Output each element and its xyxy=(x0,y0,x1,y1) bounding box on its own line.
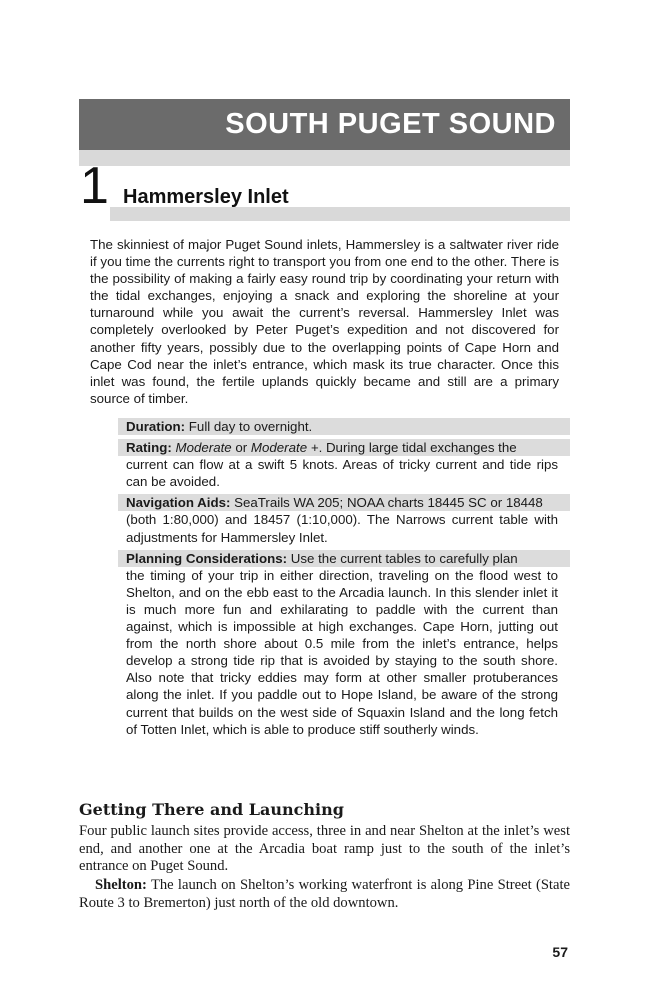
planning-label: Planning Considerations: xyxy=(126,550,288,566)
getting-there-paragraph: Four public launch sites provide access, three in and near Shelton at the inlet’s west end, and another one at the Arcadia boat ramp just to the south of the inlet’s entrance on Puget Sound. xyxy=(79,823,570,875)
info-rating xyxy=(126,439,558,490)
info-planning xyxy=(126,550,558,738)
chapter-number: 1 xyxy=(80,157,109,215)
shelton-text: The launch on Shelton’s working waterfront is along Pine Street (State Route 3 to Bremerton) just north of the old downtown. xyxy=(79,877,570,911)
trip-info-list xyxy=(126,418,558,742)
section-header-bar xyxy=(79,99,570,150)
duration-text: Full day to overnight. xyxy=(188,419,313,434)
getting-there-heading: Getting There and Launching xyxy=(79,800,344,819)
rating-label: Rating: xyxy=(126,440,172,456)
navigation-text-first: SeaTrails WA 205; NOAA charts 18445 SC or 18448 xyxy=(234,495,543,511)
info-navigation xyxy=(126,494,558,545)
rating-moderate-plus: Moderate + xyxy=(250,440,319,456)
chapter-title: Hammersley Inlet xyxy=(123,186,289,208)
rating-text-first: . During large tidal exchanges the xyxy=(318,440,517,456)
navigation-label: Navigation Aids: xyxy=(126,495,231,511)
duration-label: Duration: xyxy=(126,419,186,434)
rating-or: or xyxy=(235,440,248,456)
info-duration xyxy=(126,418,558,435)
planning-text-first: Use the current tables to carefully plan xyxy=(290,550,518,566)
rating-text-rest: current can flow at a swift 5 knots. Areas of tricky current and tide rips can be avoided. xyxy=(126,457,558,490)
page-number: 57 xyxy=(552,944,568,960)
rating-moderate: Moderate xyxy=(175,440,232,456)
section-title: SOUTH PUGET SOUND xyxy=(225,108,556,140)
navigation-text-rest: (both 1:80,000) and 18457 (1:10,000). The Narrows current table with adjustments for Hammersley Inlet. xyxy=(126,512,558,545)
intro-paragraph: The skinniest of major Puget Sound inlets, Hammersley is a saltwater river ride if you time the currents right to transport you from one end to the other. There is the possibility of making a fairly easy round trip by coordinating your return with the tidal exchanges, enjoying a snack and exploring the shoreline at your turnaround while you await the current’s reversal. Hammersley Inlet was completely overlooked by Peter Puget’s expedition and not discovered for another fifty years, possibly due to the overlapping points of Cape Horn and Cape Cod near the inlet’s entrance, which mask its true character. Once this inlet was found, the fertile uplands quickly became and still are a primary source of timber. xyxy=(90,237,559,406)
section-rule xyxy=(79,150,570,166)
shelton-label: Shelton: xyxy=(95,877,147,893)
planning-text-rest: the timing of your trip in either direction, traveling on the flood west to Shelton, and on the ebb east to the Arcadia launch. In this slender inlet it is much more fun and exhilarating to paddle with the current than against, which is impossible at high exchanges. Cape Horn, jutting out from the north shore about 0.5 mile from the inlet’s entrance, helps develop a strong tide rip that is avoided by staying to the south shore. Also note that tricky eddies may form at other smaller protuberances along the inlet. If you paddle out to Hope Island, be aware of the strong current that builds on the west side of Squaxin Island and the long fetch of Totten Inlet, which is able to produce stiff southerly winds. xyxy=(126,567,558,737)
chapter-rule xyxy=(110,207,570,221)
shelton-paragraph xyxy=(79,877,570,912)
